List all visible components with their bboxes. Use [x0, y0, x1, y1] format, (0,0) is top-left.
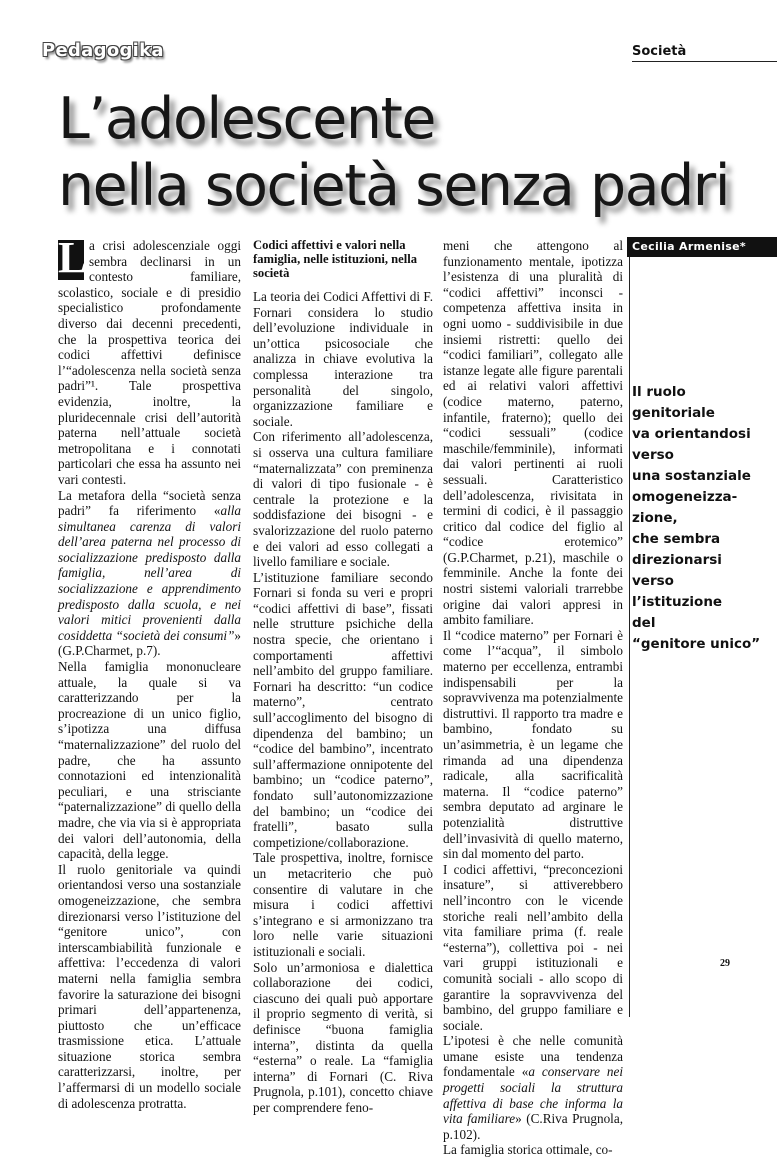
paragraph	[58, 488, 241, 660]
title-line-1: L’adolescente	[58, 86, 435, 152]
quotation: a conservare nei progetti sociali la struttura affettiva di base che informa la vita familiare	[443, 1064, 624, 1127]
citation: » (G.P.Charmet, p.7).	[58, 627, 241, 659]
paragraph: Il “codice materno” per Fornari è come l’“acqua”, il simbolo materno per eccellenza, entrambi indispensabili per la sopravvivenza ma potenzialmente distruttivi. Il rapporto tra madre e bambino, fondato su un’asimmetria, è un legame che rimanda ad una dipendenza radicale, alla sacrificalità materna. Il “codice paterno” sembra deputato ad arginare le potenzialità distruttive dell’invasività di quello materno, sin dal momento del parto.	[443, 627, 623, 862]
column-2	[253, 238, 433, 1115]
paragraph-text: La metafora della “società senza padri” fa riferimento «	[58, 487, 241, 519]
paragraph: L’istituzione familiare secondo Fornari si fonda su veri e propri “codici affettivi di base”, fissati nelle strutture psichiche della nostra specie, che orientano i comportamenti affettivi nell’ambito del gruppo familiare. Fornari ha descritto: “un codice materno”, centrato sull’accoglimento del bisogno di dipendenza del bambino; un “codice del bambino”, incentrato sull’affermazione onnipotente del bambino; un “codice paterno”, fondato sull’autonomizzazione del bambino; un “codice dei fratelli”, basato sulla competizione/collaborazione.	[253, 569, 433, 850]
paragraph: Con riferimento all’adolescenza, si osserva una cultura familiare “maternalizzata” con preminenza di valori di tipo fusionale - è centrale la protezione e la soddisfazione dei bisogni - e svalorizzazione del ruolo paterno e dei valori ad esso collegati a livello familiare e sociale.	[253, 429, 433, 570]
paragraph: Nella famiglia mononucleare attuale, la quale si va caratterizzando per la procreazione di un unico figlio, s’ipotizza una diffusa “maternalizzazione” del ruolo del padre, che ha assunto connotazioni ed intenzionalità peculiari, e una strisciante “paternalizzazione” di quello della madre, che via via si è appropriata dei valori dell’autonomia, della capacità, della legge.	[58, 659, 241, 862]
pull-quote-line: direzionarsi	[632, 552, 722, 568]
pull-quote-line: l’istituzione	[632, 594, 723, 610]
paragraph: Il ruolo genitoriale va quindi orientandosi verso una sostanziale omogeneizzazione, che sembra direzionarsi verso l’istituzione del “genitore unico”, con interscambiabilità funzionale e affettiva: l’eccedenza di valori materni nella famiglia sembra favorire la saturazione dei bisogni primari dell’appartenenza, piuttosto che un’efficace trasmissione etica. L’attuale situazione storica sembra caratterizzarsi, inoltre, per l’affermarsi di un modello sociale di adolescenza protratta.	[58, 861, 241, 1111]
drop-cap: L	[58, 233, 88, 282]
pull-quote-line: Il ruolo	[632, 384, 686, 400]
sidebar-divider	[629, 257, 630, 1017]
pull-quote-line: va orientandosi	[632, 426, 751, 442]
pull-quote	[632, 382, 777, 655]
paragraph-text: L’ipotesi è che nelle comunità umane esiste una tendenza fondamentale «	[443, 1033, 623, 1080]
article-title	[58, 86, 729, 220]
section-label: Società	[632, 44, 777, 62]
pull-quote-line: verso	[632, 573, 674, 589]
paragraph	[443, 1033, 623, 1142]
paragraph-text: a crisi adolescenziale oggi sembra declinarsi in un contesto familiare, scolastico, sociale e di presidio specialistico profondamente diverso dai decenni precedenti, che la prospettiva teorica dei codici affettivi definisce l’“adolescenza nella società senza padri”¹. Tale prospettiva evidenzia, inoltre, la pluridecennale crisi dell’autorità paterna nell’attuale società metropolitana e i connotati particolari che essa ha assunto nei vari contesti.	[58, 238, 241, 487]
citation: » (C.Riva Prugnola, p.102).	[443, 1111, 623, 1142]
paragraph: La teoria dei Codici Affettivi di F. Fornari considera lo studio dell’evoluzione individuale in un’ottica psicosociale che analizza in chiave evolutiva la complessa interazione tra personalità del singolo, organizzazione familiare e sociale.	[253, 289, 433, 429]
subheading: Codici affettivi e valori nella famiglia, nelle istituzioni, nella società	[253, 238, 418, 280]
quotation: alla simultanea carenza di valori dell’area paterna nel processo di socializzazione predisposto dalla famiglia, nell’area di socializzazione e apprendimento predisposto dalla scuola, e nei valori mitici provenienti dalla cosiddetta “società dei consumi”	[58, 503, 241, 643]
paragraph: Solo un’armoniosa e dialettica collaborazione dei codici, ciascuno dei quali può apportare il proprio segmento di verità, si definisce “buona famiglia interna”, distinta da quella “esterna” o reale. La “famiglia interna” di Fornari (C. Riva Prugnola, p.101), concetto chiave per comprendere feno-	[253, 959, 433, 1115]
pull-quote-line: che sembra	[632, 531, 721, 547]
column-3	[443, 238, 623, 1158]
pull-quote-line: verso	[632, 447, 674, 463]
pull-quote-line: zione,	[632, 510, 678, 526]
pull-quote-line: “genitore unico”	[632, 636, 761, 652]
page-number: 29	[720, 958, 730, 969]
pull-quote-line: omogeneizza-	[632, 489, 738, 505]
pull-quote-line: una sostanziale	[632, 468, 751, 484]
paragraph: Tale prospettiva, inoltre, fornisce un metacriterio che può consentire di valutare in che misura i codici affettivi s’integrano e si armonizzano tra loro nelle varie situazioni istituzionali e sociali.	[253, 850, 433, 959]
title-line-2: nella società senza padri	[58, 153, 730, 219]
paragraph	[58, 233, 241, 488]
paragraph: La famiglia storica ottimale, co-	[443, 1142, 613, 1158]
column-1	[58, 233, 241, 1111]
paragraph: I codici affettivi, “preconcezioni insature”, si attiverebbero nell’incontro con le vicende storiche reali nell’ambito della vita familiare prima (f. reale “esterna”), collettiva poi - nei vari gruppi istituzionali e comunità sociali - allo scopo di garantire la sopravvivenza del bambino, del gruppo familiare e sociale.	[443, 861, 623, 1033]
pull-quote-line: del	[632, 615, 656, 631]
magazine-brand: Pedagogika	[42, 40, 164, 61]
paragraph: meni che attengono al funzionamento mentale, ipotizza l’esistenza di una pluralità di “codici affettivi” inconsci - competenza affettiva insita in ogni uomo - suddivisibile in due insiemi ristretti: quello dei “codici familiari”, collegato alle istanze legate alle figure parentali ed ai relativi valori affettivi (codice materno, paterno, infantile, fraterno); quello dei “codici sessuali” (codice maschile/femminile), informati dai valori pertinenti ai ruoli sessuali. Caratteristico dell’adolescenza, rivisitata in termini di codici, è il passaggio critico dal codice del figlio al “codice erotemico” (G.P.Charmet, p.21), maschile o femminile. Anche la fonte dei nostri sistemi valoriali trarrebbe origine dai valori appresi in ambito familiare.	[443, 238, 623, 628]
author-name: Cecilia Armenise*	[627, 237, 777, 257]
pull-quote-line: genitoriale	[632, 405, 715, 421]
